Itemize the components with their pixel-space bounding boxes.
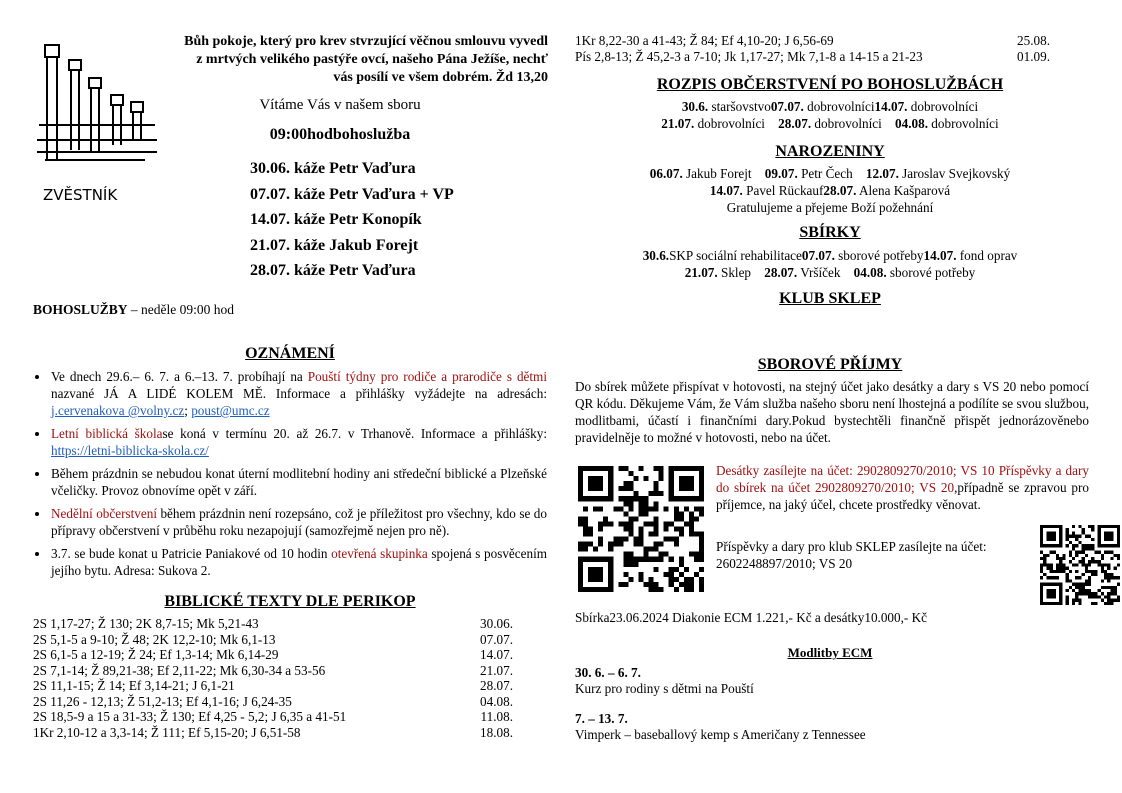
announcement-item: Ve dnech 29.6.– 6. 7. a 6.–13. 7. probíhají na Pouští týdny pro rodiče a prarodiče s dětmi nazvané JÁ A LIDÉ KOLEM MĚ. Informace a přihlášky vyžádejte na adresách: j.cervenakova @volny.cz; poust@umc.cz	[33, 368, 547, 419]
bible-row: 2S 5,1-5 a 9-10; Ž 48; 2K 12,2-10; Mk 6,1-13 07.07.	[33, 631, 513, 647]
prayer-item: 7. – 13. 7. Vimperk – baseballový kemp s Američany z Tennessee	[575, 711, 866, 742]
sermon-item: 14.07. káže Petr Konopík	[250, 211, 422, 228]
qr-code-icon	[1040, 525, 1120, 605]
service-time: 09:00hodbohoslužba	[269, 126, 411, 143]
prayer-item: 30. 6. – 6. 7. Kurz pro rodiny s dětmi na Pouští	[575, 665, 754, 696]
account-info: Desátky zasílejte na účet: 2902809270/2010; VS 10 Příspěvky a dary do sbírek na účet 2902809270/2010; VS 20,případně se zpravou pro příjemce, na jaký účel, chcete prostředky věnovat.	[716, 463, 1089, 512]
bible-texts-title: BIBLICKÉ TEXTY DLE PERIKOP	[164, 593, 416, 610]
bible-row: 2S 11,1-15; Ž 14; Ef 3,14-21; J 6,1-21 28.07.	[33, 678, 513, 693]
welcome-text: Vítáme Vás v našem sboru	[259, 97, 421, 113]
bible-texts-list	[33, 616, 513, 740]
bible-texts-continued	[575, 33, 1050, 65]
refreshments-schedule: 30.6. staršovstvo07.07. dobrovolníci14.07. dobrovolníci 21.07. dobrovolníci 28.07. dobrovolníci 04.08. dobrovolníci	[661, 99, 999, 131]
bible-row: 1Kr 2,10-12 a 3,3-14; Ž 111; Ef 5,15-20; J 6,51-58 18.08.	[33, 724, 513, 740]
refreshments-title: ROZPIS OBČERSTVENÍ PO BOHOSLUŽBÁCH	[656, 76, 1004, 93]
bible-row: 1Kr 8,22-30 a 41-43; Ž 84; Ef 4,10-20; J 6,56-69 25.08.	[575, 33, 1050, 48]
prayers-title: Modlitby ECM	[787, 645, 873, 660]
header-quote: Bůh pokoje, který pro krev stvrzující věčnou smlouvu vyvedl z mrtvých velikého pastýře ovcí, našeho Pána Ježíše, nechť vás posílí ve všem dobrém. Žd 13,20	[184, 34, 548, 85]
prayers-list	[575, 665, 1085, 743]
sermon-item: 28.07. káže Petr Vaďura	[250, 262, 416, 279]
announcement-item: Během prázdnin se nebudou konat úterní modlitební hodiny ani středeční biblické a Plzeňské včeličky. Provoz obnovíme opět v září.	[33, 465, 547, 499]
sermon-item: 30.06. káže Petr Vaďura	[250, 160, 416, 177]
sermon-item: 21.07. káže Jakub Forejt	[250, 236, 419, 254]
income-title: SBOROVÉ PŘÍJMY	[757, 356, 903, 373]
sermon-item: 07.07. káže Petr Vaďura + VP	[250, 185, 454, 203]
club-title: KLUB SKLEP	[779, 290, 881, 307]
collections-title: SBÍRKY	[799, 224, 861, 241]
birthdays-title: NAROZENINY	[775, 143, 885, 160]
bible-row: 2S 1,17-27; Ž 130; 2K 8,7-15; Mk 5,21-43 30.06.	[33, 616, 513, 631]
collections-list: 30.6.SKP sociální rehabilitace07.07. sborové potřeby14.07. fond oprav 21.07. Sklep 28.07. Vršíček 04.08. sborové potřeby	[642, 248, 1018, 280]
qr-code-icon	[578, 466, 704, 592]
birthdays-list: 06.07. Jakub Forejt 09.07. Petr Čech 12.07. Jaroslav Svejkovský 14.07. Pavel Rückauf28.07. Alena Kašparová Gratulujeme a přejeme Boží požehnání	[649, 166, 1011, 215]
sermon-list	[250, 156, 550, 284]
bible-row: Pís 2,8-13; Ž 45,2-3 a 7-10; Jk 1,17-27; Mk 7,1-8 a 14-15 a 21-23 01.09.	[575, 49, 1050, 64]
logo-text: ZVĚSTNÍK	[43, 186, 118, 204]
collection-result: Sbírka23.06.2024 Diakonie ECM 1.221,- Kč a desátky10.000,- Kč	[575, 610, 927, 625]
zvestnik-logo	[35, 40, 160, 210]
announcement-item: 3.7. se bude konat u Patricie Paniakové od 10 hodin otevřená skupinka spojená s posvěcením jejího bytu. Adresa: Sukova 2.	[33, 545, 547, 579]
announcement-item: Nedělní občerstvení během prázdnin není rozepsáno, což je příležitost pro všechny, kdo se do přípravy občerstvení v průběhu roku nezapojují (samozřejmě nejen pro ně).	[33, 505, 547, 539]
bible-row: 2S 11,26 - 12,13; Ž 51,2-13; Ef 4,1-16; J 6,24-35 04.08.	[33, 693, 513, 709]
announcement-item: Letní biblická školase koná v termínu 20. až 26.7. v Trhanově. Informace a přihlášky: https://letni-biblicka-skola.cz/	[33, 425, 547, 459]
announcements-title: OZNÁMENÍ	[245, 345, 335, 362]
bible-row: 2S 7,1-14; Ž 89,21-38; Ef 2,11-22; Mk 6,30-34 a 53-56 21.07.	[33, 662, 513, 678]
bible-row: 2S 18,5-9 a 15 a 31-33; Ž 130; Ef 4,25 - 5,2; J 6,35 a 41-51 11.08.	[33, 709, 513, 724]
club-account-info: Příspěvky a dary pro klub SKLEP zasílejte na účet: 2602248897/2010; VS 20	[716, 539, 987, 571]
income-text: Do sbírek můžete přispívat v hotovosti, na stejný účet jako desátky a dary s VS 20 nebo pomocí QR kódu. Děkujeme Vám, že Vám služba našeho sboru není lhostejná a podílíte se svou službou, modlitbami, účastí i finančními dary.Pokud bystechtěli finančně přispět jednorázověnebo pravidelněje to možné v hotovosti, nebo na účet.	[575, 379, 1089, 445]
bible-row: 2S 6,1-5 a 12-19; Ž 24; Ef 1,3-14; Mk 6,14-29 14.07.	[33, 647, 513, 662]
email-link[interactable]: poust@umc.cz	[191, 403, 270, 418]
services-line: BOHOSLUŽBY – neděle 09:00 hod	[33, 302, 235, 317]
web-link[interactable]: https://letni-biblicka-skola.cz/	[51, 443, 209, 458]
email-link[interactable]: j.cervenakova @volny.cz	[51, 403, 185, 418]
announcements-list	[33, 368, 547, 585]
